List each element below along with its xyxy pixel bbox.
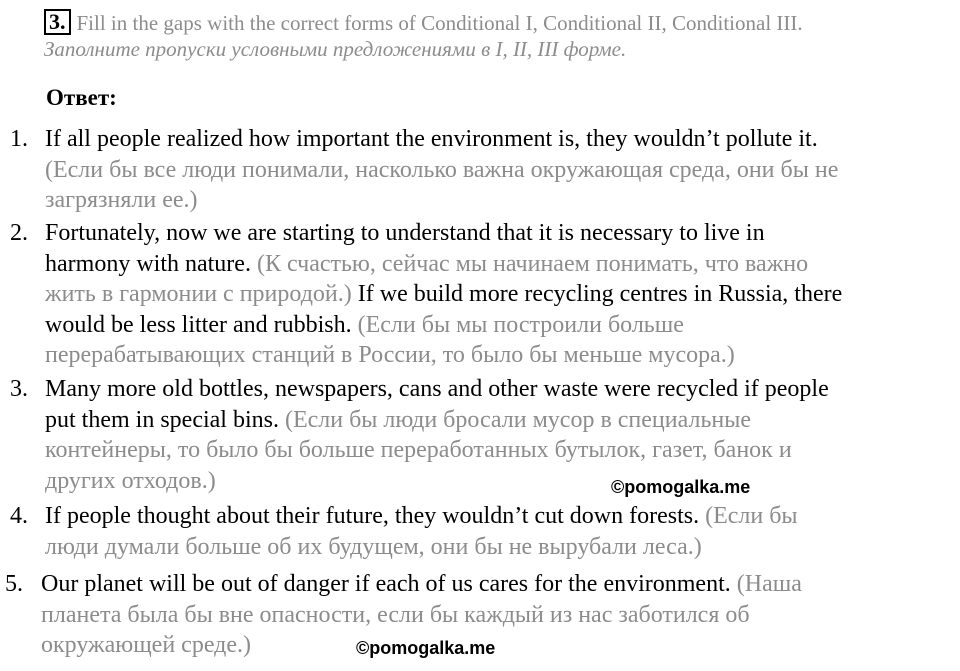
answer-line xyxy=(41,600,953,631)
russian-translation: окружающей среде.) xyxy=(41,632,252,658)
answer-line xyxy=(45,249,957,280)
russian-translation: (Если бы xyxy=(705,503,798,529)
english-sentence: If all people realized how important the environment is, they wouldn’t pollute it. xyxy=(45,126,818,152)
answer-line xyxy=(45,501,957,532)
answer-text xyxy=(45,218,957,371)
russian-translation: (Если бы люди бросали мусор в специальные xyxy=(284,406,752,433)
watermark: ©pomogalka.me xyxy=(356,638,496,658)
answer-line xyxy=(45,405,957,436)
english-sentence: put them in special bins. xyxy=(45,406,279,433)
english-sentence: If we build more recycling centres in Russia, there xyxy=(357,281,843,307)
answer-line xyxy=(45,185,957,216)
task-header xyxy=(44,9,944,62)
russian-translation: планета была бы вне опасности, если бы каждый из нас заботился об xyxy=(41,601,750,628)
answer-text xyxy=(45,124,957,216)
russian-translation: контейнеры, то было бы больше переработанных бутылок, газет, банок и xyxy=(45,437,792,463)
answer-number: 4. xyxy=(10,503,28,529)
task-instruction-en-line xyxy=(44,9,944,36)
answer-number: 1. xyxy=(10,126,28,152)
english-sentence: Many more old bottles, newspapers, cans and other waste were recycled if people xyxy=(45,376,829,402)
english-sentence: harmony with nature. xyxy=(45,250,251,277)
answer-text xyxy=(41,569,953,661)
russian-translation: люди думали больше об их будущем, они бы не вырубали леса.) xyxy=(45,533,702,560)
task-number-badge: 3. xyxy=(44,9,71,35)
answer-line xyxy=(45,374,957,405)
russian-translation: других отходов.) xyxy=(45,467,216,494)
answer-line xyxy=(41,630,953,661)
answer-text xyxy=(45,501,957,562)
answer-label: Ответ: xyxy=(46,85,117,110)
russian-translation: (К счастью, сейчас мы начинаем понимать, что важно xyxy=(256,250,809,277)
russian-translation: перерабатывающих станций в России, то было бы меньше мусора.) xyxy=(45,342,735,368)
answer-line xyxy=(41,569,953,600)
english-sentence: Fortunately, now we are starting to understand that it is necessary to live in xyxy=(45,220,765,246)
russian-translation: (Если бы мы построили больше xyxy=(357,311,684,338)
answer-line xyxy=(45,532,957,563)
english-sentence: Our planet will be out of danger if each of us cares for the environment. xyxy=(41,571,731,597)
russian-translation: загрязняли ее.) xyxy=(45,187,198,213)
answer-text xyxy=(45,374,957,496)
answer-line xyxy=(45,340,957,371)
russian-translation: жить в гармонии с природой.) xyxy=(45,281,352,307)
english-sentence: If people thought about their future, they wouldn’t cut down forests. xyxy=(45,503,700,529)
answer-line xyxy=(45,155,957,186)
russian-translation: (Если бы все люди понимали, насколько важна окружающая среда, они бы не xyxy=(45,156,839,183)
answer-line xyxy=(45,218,957,249)
watermark: ©pomogalka.me xyxy=(611,477,751,497)
answer-line xyxy=(45,279,957,310)
task-instruction-en: Fill in the gaps with the correct forms of Conditional I, Conditional II, Conditional III. xyxy=(76,11,803,35)
russian-translation: (Наша xyxy=(736,571,802,597)
english-sentence: would be less litter and rubbish. xyxy=(45,311,352,338)
answer-line xyxy=(45,466,957,497)
task-instruction-ru: Заполните пропуски условными предложениями в I, II, III форме. xyxy=(44,37,627,61)
answer-number: 3. xyxy=(10,376,28,402)
answer-line xyxy=(45,310,957,341)
answer-number: 5. xyxy=(5,571,23,597)
answer-number: 2. xyxy=(10,220,28,246)
answer-line xyxy=(45,435,957,466)
answer-line xyxy=(45,124,957,155)
